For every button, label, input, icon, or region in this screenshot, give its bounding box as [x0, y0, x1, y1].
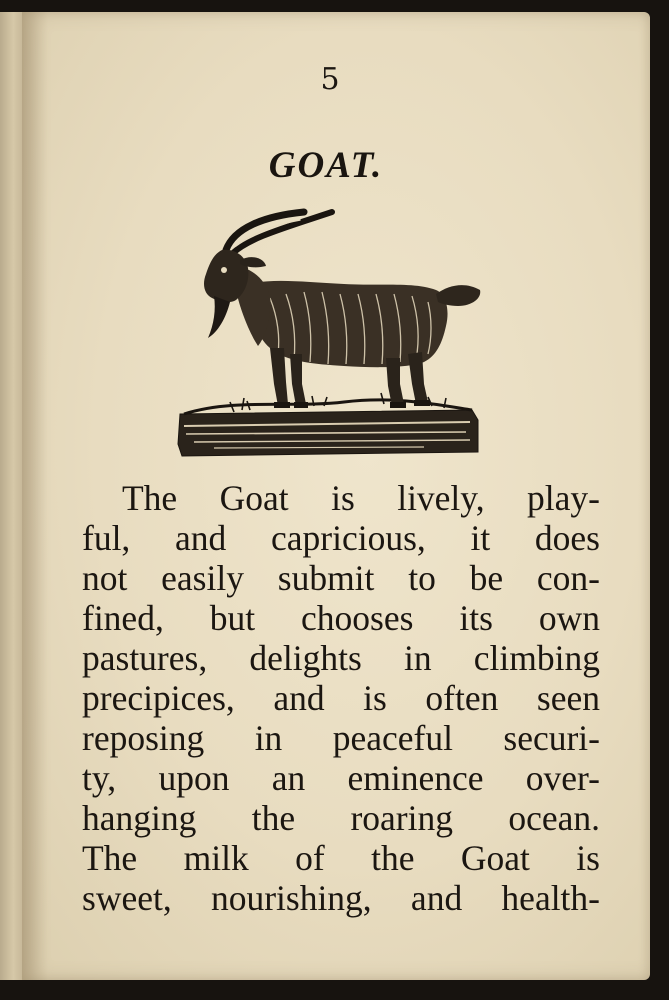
- goat-eye: [221, 267, 227, 273]
- text-line: reposing in peaceful securi-: [82, 718, 600, 758]
- page-number: 5: [320, 62, 340, 97]
- page-heading: GOAT.: [268, 145, 384, 186]
- book-page: [22, 12, 650, 980]
- text-line: not easily submit to be con-: [82, 558, 600, 598]
- text-line: The Goat is lively, play-: [122, 478, 600, 518]
- text-line: hanging the roaring ocean.: [82, 798, 600, 838]
- text-line: fined, but chooses its own: [82, 598, 600, 638]
- goat-beard: [208, 296, 230, 338]
- ground-block: [178, 400, 478, 456]
- text-line: pastures, delights in climbing: [82, 638, 600, 678]
- goat-tail: [436, 285, 480, 306]
- text-line: The milk of the Goat is: [82, 838, 600, 878]
- text-line: ful, and capricious, it does: [82, 518, 600, 558]
- text-line: ty, upon an eminence over-: [82, 758, 600, 798]
- goat-illustration: [174, 198, 484, 468]
- text-line: sweet, nourishing, and health-: [82, 878, 600, 918]
- horns: [226, 212, 332, 254]
- body-text: [82, 478, 600, 918]
- text-line: precipices, and is often seen: [82, 678, 600, 718]
